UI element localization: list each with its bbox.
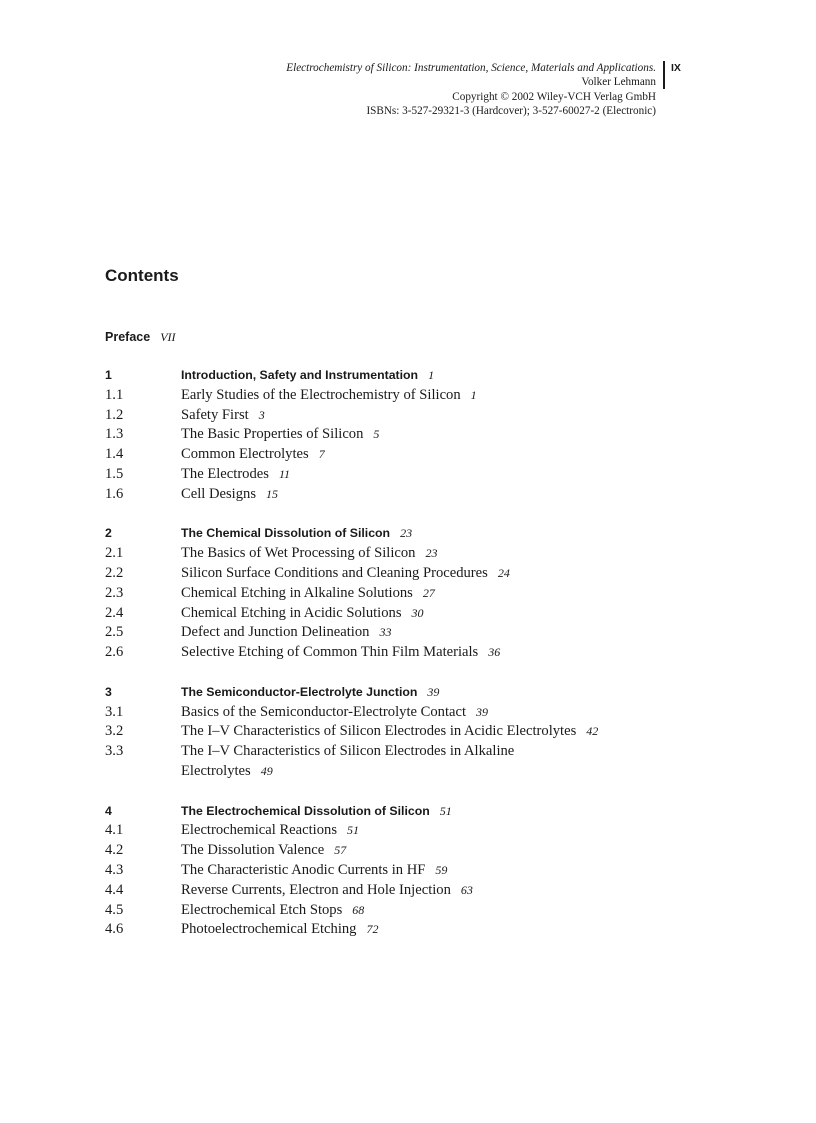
chapter-entry[interactable] [105, 524, 725, 544]
section-title: The Basics of Wet Processing of Silicon [181, 545, 416, 562]
section-page: 57 [334, 843, 347, 858]
section-title: The I–V Characteristics of Silicon Electrodes in Alkaline [181, 743, 515, 760]
isbns: ISBNs: 3-527-29321-3 (Hardcover); 3-527-60027-2 (Electronic) [366, 105, 656, 118]
section-title-line [181, 920, 725, 940]
section-title-line [181, 623, 725, 643]
section-title-line [181, 901, 725, 921]
section-number: 2.3 [105, 584, 124, 601]
author: Volker Lehmann [581, 76, 656, 89]
section-title: Common Electrolytes [181, 446, 309, 463]
section-number: 1.5 [105, 465, 124, 482]
section-title: The Dissolution Valence [181, 842, 325, 859]
section-title: Chemical Etching in Acidic Solutions [181, 604, 402, 621]
section-number: 3.3 [105, 743, 124, 760]
section-page: 49 [260, 763, 273, 778]
section-title-line [181, 841, 725, 861]
section-number: 2.5 [105, 624, 124, 641]
section-title-line [181, 604, 725, 624]
section-page: 33 [379, 625, 392, 640]
chapter-entry[interactable] [105, 683, 725, 703]
section-title-line [181, 861, 725, 881]
copyright: Copyright © 2002 Wiley-VCH Verlag GmbH [452, 90, 656, 103]
section-title-line [181, 564, 725, 584]
section-title-line [181, 584, 725, 604]
section-title-line [181, 742, 725, 762]
section-entry[interactable] [105, 623, 725, 643]
section-title-line [181, 465, 725, 485]
section-number: 1.4 [105, 446, 124, 463]
section-entry[interactable] [105, 643, 725, 663]
section-number: 4.6 [105, 921, 124, 938]
section-title-line [181, 544, 725, 564]
preface-page: VII [160, 330, 176, 344]
section-page: 42 [586, 724, 599, 739]
section-title: Cell Designs [181, 485, 256, 502]
section-entry[interactable] [105, 901, 725, 921]
section-title: Chemical Etching in Alkaline Solutions [181, 584, 413, 601]
section-entry-continued[interactable] [105, 762, 725, 782]
section-number: 1.3 [105, 426, 124, 443]
section-number: 1.2 [105, 406, 124, 423]
chapter-page: 23 [400, 526, 413, 541]
section-number: 4.3 [105, 861, 124, 878]
chapter-block [105, 366, 725, 505]
chapter-title: The Electrochemical Dissolution of Silicon [181, 803, 430, 818]
section-number: 2.6 [105, 644, 124, 661]
section-title-line [181, 881, 725, 901]
section-number: 4.2 [105, 842, 124, 859]
chapter-entry[interactable] [105, 366, 725, 386]
chapter-entry[interactable] [105, 802, 725, 822]
section-entry[interactable] [105, 821, 725, 841]
chapter-title-line [181, 366, 725, 386]
section-entry[interactable] [105, 386, 725, 406]
section-title: Electrochemical Etch Stops [181, 901, 343, 918]
section-title-line [181, 425, 725, 445]
section-title: The Characteristic Anodic Currents in HF [181, 861, 426, 878]
section-number: 4.1 [105, 822, 124, 839]
preface-entry[interactable] [105, 328, 176, 347]
chapter-page: 51 [439, 803, 452, 818]
section-entry[interactable] [105, 564, 725, 584]
chapter-number: 3 [105, 684, 112, 699]
section-title: Defect and Junction Delineation [181, 624, 370, 641]
section-page: 72 [366, 922, 379, 937]
section-number: 2.2 [105, 564, 124, 581]
section-title-continued: Electrolytes [181, 762, 251, 779]
section-title-line [181, 821, 725, 841]
chapter-title-line [181, 802, 725, 822]
section-page: 51 [347, 823, 359, 838]
section-number-spacer [105, 762, 181, 782]
section-title: Photoelectrochemical Etching [181, 921, 357, 938]
chapter-title-line [181, 683, 725, 703]
book-title: Electrochemistry of Silicon: Instrumentation, Science, Materials and Applications. [286, 62, 656, 74]
section-title-line [181, 445, 725, 465]
section-entry[interactable] [105, 881, 725, 901]
section-number: 2.4 [105, 604, 124, 621]
section-page: 27 [422, 585, 435, 600]
section-page: 7 [318, 447, 325, 462]
section-number: 1.1 [105, 386, 124, 403]
section-number: 2.1 [105, 545, 124, 562]
chapter-title: The Semiconductor-Electrolyte Junction [181, 684, 418, 699]
section-title: Silicon Surface Conditions and Cleaning Procedures [181, 564, 488, 581]
section-title-line [181, 703, 725, 723]
table-of-contents [105, 366, 725, 960]
section-title: Reverse Currents, Electron and Hole Injection [181, 881, 451, 898]
section-page: 36 [488, 645, 501, 660]
section-entry[interactable] [105, 465, 725, 485]
section-page: 3 [258, 407, 265, 422]
section-number: 3.2 [105, 723, 124, 740]
section-title-line [181, 386, 725, 406]
section-page: 39 [476, 704, 489, 719]
section-page: 59 [435, 862, 448, 877]
section-title: Selective Etching of Common Thin Film Materials [181, 644, 479, 661]
section-entry[interactable] [105, 406, 725, 426]
section-entry[interactable] [105, 485, 725, 505]
chapter-block [105, 683, 725, 782]
chapter-block [105, 524, 725, 663]
section-number: 4.5 [105, 901, 124, 918]
section-page: 1 [470, 387, 477, 402]
section-title: The I–V Characteristics of Silicon Electrodes in Acidic Electrolytes [181, 723, 577, 740]
section-title-line [181, 722, 725, 742]
section-page: 68 [352, 902, 365, 917]
section-entry[interactable] [105, 584, 725, 604]
section-entry[interactable] [105, 425, 725, 445]
section-number: 1.6 [105, 485, 124, 502]
section-title-line [181, 406, 725, 426]
section-entry[interactable] [105, 920, 725, 940]
section-entry[interactable] [105, 703, 725, 723]
section-entry[interactable] [105, 742, 725, 762]
section-page: 63 [460, 882, 473, 897]
chapter-page: 1 [428, 368, 435, 382]
section-entry[interactable] [105, 722, 725, 742]
section-title: Electrochemical Reactions [181, 822, 337, 839]
section-page: 23 [425, 546, 438, 561]
chapter-block [105, 802, 725, 941]
section-entry[interactable] [105, 445, 725, 465]
chapter-title: Introduction, Safety and Instrumentation [181, 368, 419, 382]
section-page: 15 [266, 486, 278, 501]
chapter-page: 39 [427, 684, 440, 699]
section-title: Early Studies of the Electrochemistry of Silicon [181, 386, 461, 403]
section-page: 11 [278, 466, 291, 481]
section-title: Safety First [181, 406, 249, 423]
section-number: 3.1 [105, 703, 124, 720]
chapter-title-line [181, 524, 725, 544]
section-entry[interactable] [105, 544, 725, 564]
section-title-line [181, 485, 725, 505]
chapter-number: 4 [105, 803, 112, 818]
section-title: The Basic Properties of Silicon [181, 426, 364, 443]
running-head [200, 61, 656, 119]
section-title: Basics of the Semiconductor-Electrolyte Contact [181, 703, 467, 720]
chapter-number: 1 [105, 368, 112, 382]
contents-heading: Contents [105, 266, 179, 285]
section-entry[interactable] [105, 604, 725, 624]
page-number: IX [663, 61, 681, 89]
section-page: 24 [497, 565, 510, 580]
chapter-number: 2 [105, 526, 112, 541]
section-entry[interactable] [105, 861, 725, 881]
section-title: The Electrodes [181, 465, 269, 482]
section-title-line [181, 762, 725, 782]
section-entry[interactable] [105, 841, 725, 861]
section-page: 30 [411, 605, 424, 620]
preface-label: Preface [105, 330, 151, 344]
section-title-line [181, 643, 725, 663]
section-page: 5 [373, 427, 380, 442]
chapter-title: The Chemical Dissolution of Silicon [181, 526, 391, 541]
section-number: 4.4 [105, 881, 124, 898]
